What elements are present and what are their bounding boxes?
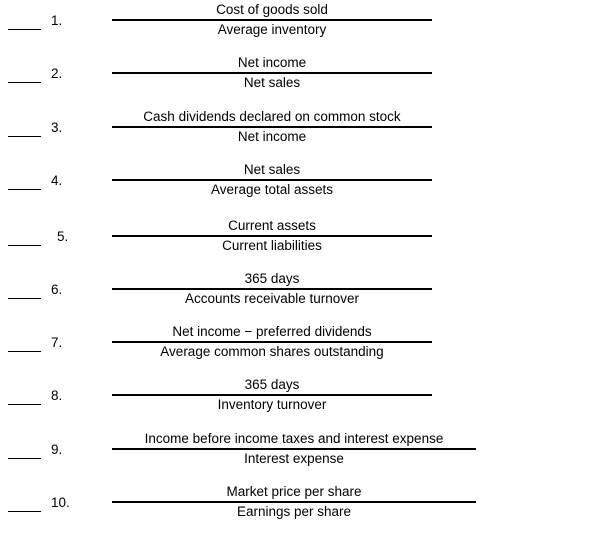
fraction-bar xyxy=(112,235,432,237)
denominator: Current liabilities xyxy=(222,238,322,253)
numerator: 365 days xyxy=(244,377,300,392)
denominator: Average total assets xyxy=(210,182,334,197)
fraction-bar xyxy=(112,19,432,21)
fraction-bar xyxy=(112,341,432,343)
item-number: 3. xyxy=(51,120,63,135)
item-number: 7. xyxy=(51,335,63,350)
answer-blank[interactable] xyxy=(8,29,41,30)
numerator: 365 days xyxy=(244,271,300,286)
numerator: Market price per share xyxy=(226,484,362,499)
ratio-item-6 xyxy=(0,271,600,327)
numerator: Net sales xyxy=(243,162,301,177)
ratio-item-5 xyxy=(0,218,600,274)
item-number: 6. xyxy=(51,282,63,297)
fraction-bar xyxy=(112,72,432,74)
denominator: Interest expense xyxy=(244,451,344,466)
ratio-item-8 xyxy=(0,377,600,433)
fraction-bar xyxy=(112,288,432,290)
fraction-bar xyxy=(112,179,432,181)
answer-blank[interactable] xyxy=(8,298,41,299)
answer-blank[interactable] xyxy=(8,458,41,459)
numerator: Current assets xyxy=(228,218,316,233)
ratio-item-4 xyxy=(0,162,600,218)
fraction-bar xyxy=(112,448,476,450)
item-number: 5. xyxy=(57,229,69,244)
numerator: Income before income taxes and interest expense xyxy=(144,431,444,446)
numerator: Net income xyxy=(237,55,307,70)
answer-blank[interactable] xyxy=(8,136,41,137)
answer-blank[interactable] xyxy=(8,189,41,190)
denominator: Net sales xyxy=(243,75,301,90)
answer-blank[interactable] xyxy=(8,404,41,405)
item-number: 10. xyxy=(51,495,70,510)
answer-blank[interactable] xyxy=(8,82,41,83)
numerator: Cash dividends declared on common stock xyxy=(143,109,401,124)
ratio-item-10 xyxy=(0,484,600,540)
fraction-bar xyxy=(112,126,432,128)
ratio-item-9 xyxy=(0,431,600,487)
answer-blank[interactable] xyxy=(8,511,41,512)
item-number: 4. xyxy=(51,173,63,188)
ratio-item-7 xyxy=(0,324,600,380)
numerator: Cost of goods sold xyxy=(216,2,328,17)
ratio-item-2 xyxy=(0,55,600,111)
item-number: 8. xyxy=(51,388,63,403)
fraction-bar xyxy=(112,394,432,396)
ratio-item-1 xyxy=(0,2,600,58)
denominator: Earnings per share xyxy=(236,504,352,519)
answer-blank[interactable] xyxy=(8,245,41,246)
answer-blank[interactable] xyxy=(8,351,41,352)
item-number: 2. xyxy=(51,66,63,81)
denominator: Average common shares outstanding xyxy=(160,344,384,359)
denominator: Net income xyxy=(237,129,307,144)
denominator: Accounts receivable turnover xyxy=(184,291,360,306)
denominator: Inventory turnover xyxy=(217,397,327,412)
denominator: Average inventory xyxy=(217,22,327,37)
ratio-item-3 xyxy=(0,109,600,165)
numerator: Net income − preferred dividends xyxy=(172,324,372,339)
fraction-bar xyxy=(112,501,476,503)
item-number: 1. xyxy=(51,13,63,28)
item-number: 9. xyxy=(51,442,63,457)
